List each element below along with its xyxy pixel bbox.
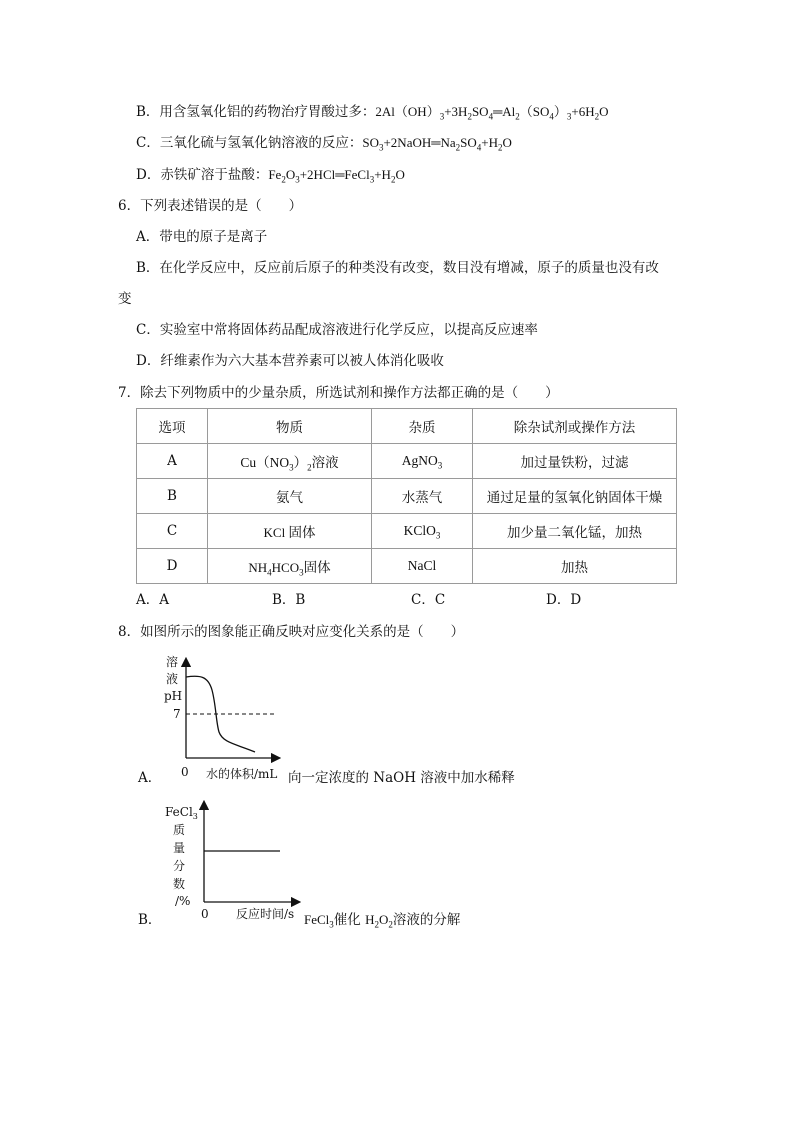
header-option: 选项 — [137, 409, 208, 444]
graph-b-ylabel-2: 量 — [173, 841, 186, 855]
row-substance: $NH_4HCO_3$固体 — [208, 549, 372, 584]
graph-b-ylabel-fecl3: FeCl$_3$ — [165, 805, 198, 821]
q8-stem: 8．如图所示的图象能正确反映对应变化关系的是（ ） — [118, 624, 465, 640]
row-option: C — [137, 514, 208, 549]
graph-b-origin: 0 — [201, 907, 209, 921]
q5-option-d-equation: $Fe_2O_3+2HCl═FeCl_3+H_2O$ — [268, 167, 405, 185]
graph-b-ylabel-1: 质 — [173, 823, 186, 837]
header-impurity: 杂质 — [372, 409, 473, 444]
q5-option-c-text: C．三氧化硫与氢氧化钠溶液的反应： — [136, 135, 363, 151]
row-option: B — [137, 479, 208, 514]
q8-option-a-label: A． — [138, 770, 162, 786]
graph-a-xlabel: 水的体积/mL — [206, 767, 278, 781]
graph-a-ylabel-1: 溶 — [166, 655, 179, 669]
q6-option-a: A．带电的原子是离子 — [136, 229, 268, 245]
q7-choice-d: D．D — [546, 592, 582, 608]
q8-option-a-caption: 向一定浓度的 NaOH 溶液中加水稀释 — [288, 770, 515, 786]
graph-b-ylabel-3: 分 — [173, 859, 186, 873]
row-impurity: NaCl — [372, 549, 473, 584]
row-method: 加过量铁粉，过滤 — [473, 444, 677, 479]
graph-a-ylabel-2: 液 — [166, 672, 179, 686]
q6-option-b-line1: B．在化学反应中，反应前后原子的种类没有改变，数目没有增减，原子的质量也没有改 — [136, 260, 659, 276]
header-method: 除杂试剂或操作方法 — [473, 409, 677, 444]
graph-b-xlabel: 反应时间/s — [236, 907, 295, 921]
graph-a-tick-7: 7 — [173, 707, 181, 721]
row-option: A — [137, 444, 208, 479]
q8-option-b-label: B． — [138, 912, 162, 928]
q7-choice-a: A．A — [136, 592, 169, 608]
q6-option-b-line2: 变 — [118, 291, 132, 307]
q5-option-b-equation: $2Al(OH)_3+3H_2SO_4═Al_2(SO_4)_3+6H_2O$ — [375, 104, 609, 122]
row-substance: 氨气 — [208, 479, 372, 514]
row-substance: $Cu(NO_3)_2$溶液 — [208, 444, 372, 479]
row-option: D — [137, 549, 208, 584]
row-method: 加少量二氧化锰，加热 — [473, 514, 677, 549]
graph-a-ylabel-ph: pH — [164, 689, 183, 703]
q6-stem: 6．下列表述错误的是（ ） — [118, 198, 303, 214]
graph-a-origin: 0 — [181, 765, 189, 779]
q7-choice-b: B．B — [272, 592, 306, 608]
row-impurity: AgNO$_3$ — [372, 444, 473, 479]
q6-option-c: C．实验室中常将固体药品配成溶液进行化学反应，以提高反应速率 — [136, 322, 538, 338]
q5-option-d-text: D．赤铁矿溶于盐酸： — [136, 167, 269, 183]
graph-b-ylabel-4: 数 — [173, 877, 186, 891]
q7-choice-c: C．C — [411, 592, 446, 608]
row-impurity: 水蒸气 — [372, 479, 473, 514]
row-impurity: KClO$_3$ — [372, 514, 473, 549]
row-substance: KCl 固体 — [208, 514, 372, 549]
row-method: 加热 — [473, 549, 677, 584]
graph-b-ylabel-unit: /% — [175, 894, 191, 908]
q7-stem: 7．除去下列物质中的少量杂质，所选试剂和操作方法都正确的是（ ） — [118, 385, 559, 401]
header-substance: 物质 — [208, 409, 372, 444]
q8-option-b-caption: FeCl$_3$催化 $H_2O_2$溶液的分解 — [304, 912, 461, 930]
q5-option-c-equation: $SO_3+2NaOH═Na_2SO_4+H_2O$ — [362, 135, 512, 153]
q6-option-d: D．纤维素作为六大基本营养素可以被人体消化吸收 — [136, 353, 444, 369]
q5-option-b-text: B．用含氢氧化铝的药物治疗胃酸过多： — [136, 104, 376, 120]
row-method: 通过足量的氢氧化钠固体干燥 — [473, 479, 677, 514]
